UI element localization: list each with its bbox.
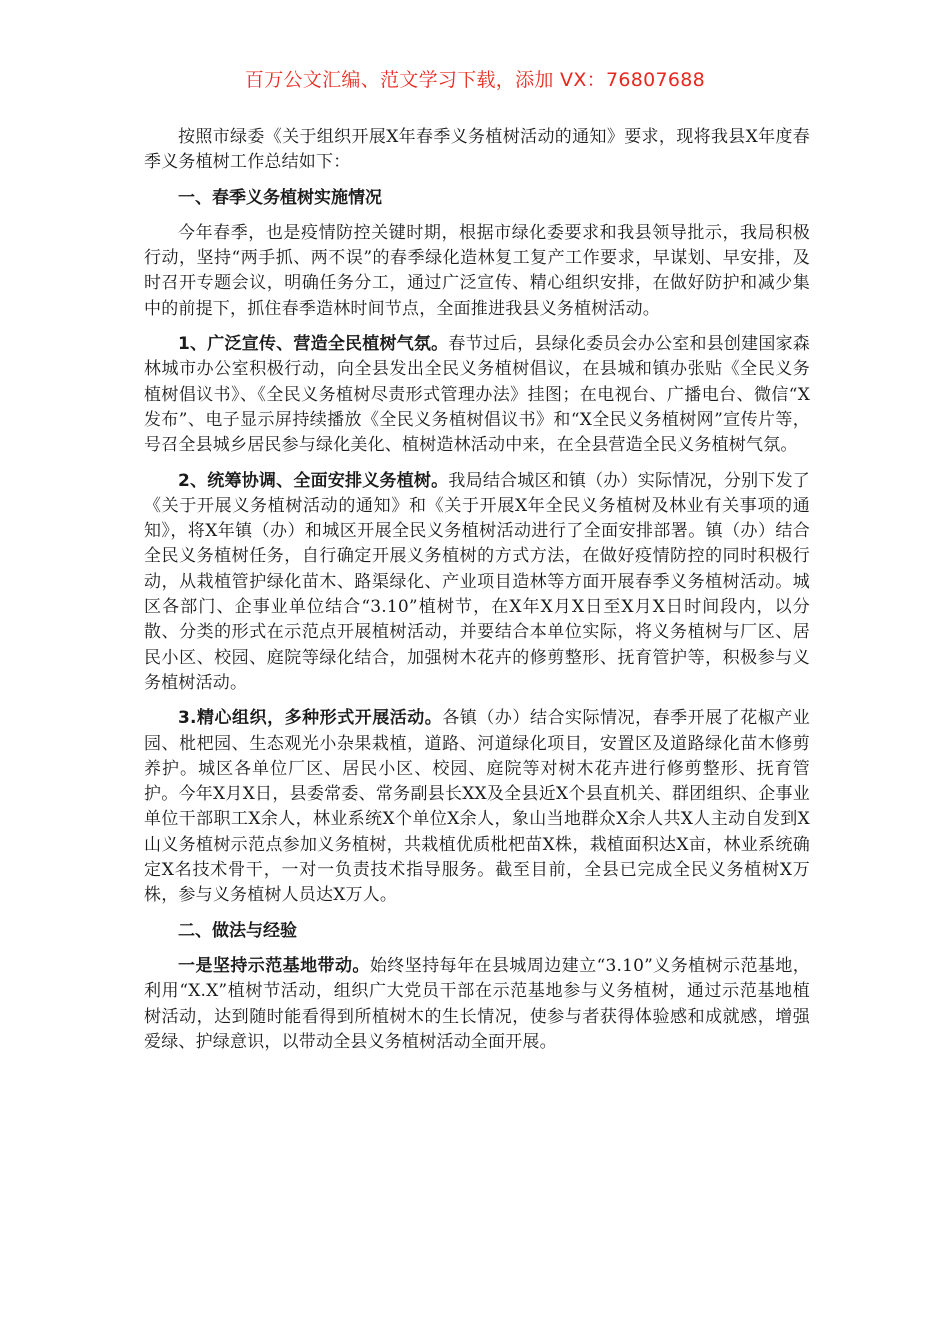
section-1-item-3 bbox=[144, 706, 810, 908]
section-1-item-3-text: 各镇（办）结合实际情况，春季开展了花椒产业园、枇杷园、生态观光小杂果栽植，道路、河道绿化项目，安置区及道路绿化苗木修剪养护。城区各单位厂区、居民小区、校园、庭院等对树木花卉进行修剪整形、抚育管护。今年X月X日，县委常委、常务副县长XX及全县近X个县直机关、群团组织、企事业单位干部职工X余人，林业系统X个单位X余人，象山当地群众X余人共X人主动自发到X山义务植树示范点参加义务植树，共栽植优质枇杷苗X株，栽植面积达X亩，林业系统确定X名技术骨干，一对一负责技术指导服务。截至目前，全县已完成全民义务植树X万株，参与义务植树人员达X万人。 bbox=[144, 708, 810, 906]
section-1-item-2-text: 我局结合城区和镇（办）实际情况，分别下发了《关于开展义务植树活动的通知》和《关于开展X年全民义务植树及林业有关事项的通知》，将X年镇（办）和城区开展全民义务植树活动进行了全面安排部署。镇（办）结合全民义务植树任务，自行确定开展义务植树的方式方法，在做好疫情防控的同时积极行动，从栽植管护绿化苗木、路渠绿化、产业项目造林等方面开展春季义务植树活动。城区各部门、企事业单位结合“3.10”植树节，在X年X月X日至X月X日时间段内，以分散、分类的形式在示范点开展植树活动，并要结合本单位实际，将义务植树与厂区、居民小区、校园、庭院等绿化结合，加强树木花卉的修剪整形、抚育管护等，积极参与义务植树活动。 bbox=[144, 470, 810, 693]
section-1-item-2-lead: 2、统筹协调、全面安排义务植树。 bbox=[178, 470, 449, 491]
intro-paragraph: 按照市绿委《关于组织开展X年春季义务植树活动的通知》要求，现将我县X年度春季义务植树工作总结如下： bbox=[144, 127, 810, 173]
section-1-heading: 一、春季义务植树实施情况 bbox=[178, 187, 382, 208]
section-2-heading: 二、做法与经验 bbox=[178, 920, 297, 941]
section-2-item-1-text: 始终坚持每年在县城周边建立“3.10”义务植树示范基地，利用“X.X”植树节活动，组织广大党员干部在示范基地参与义务植树，通过示范基地植树活动，达到随时能看得到所植树木的生长情况，使参与者获得体验感和成就感，增强爱绿、护绿意识，以带动全县义务植树活动全面开展。 bbox=[144, 955, 810, 1052]
section-1-item-1-lead: 1、广泛宣传、营造全民植树气氛。 bbox=[178, 334, 449, 355]
section-2-item-1 bbox=[144, 954, 810, 1055]
section-1-item-2 bbox=[144, 469, 810, 697]
section-1-item-1-text: 春节过后，县绿化委员会办公室和县创建国家森林城市办公室积极行动，向全县发出全民义务植树倡议，在县城和镇办张贴《全民义务植树倡议书》、《全民义务植树尽责形式管理办法》挂图；在电视台、广播电台、微信“X发布”、电子显示屏持续播放《全民义务植树倡议书》和“X全民义务植树网”宣传片等，号召全县城乡居民参与绿化美化、植树造林活动中来，在全县营造全民义务植树气氛。 bbox=[144, 334, 810, 456]
header-banner: 百万公文汇编、范文学习下载，添加 VX：76807688 bbox=[244, 69, 706, 91]
document-body bbox=[144, 125, 810, 1065]
section-1-item-1 bbox=[144, 332, 810, 458]
section-2-item-1-lead: 一是坚持示范基地带动。 bbox=[178, 955, 370, 976]
section-1-item-3-lead: 3.精心组织，多种形式开展活动。 bbox=[178, 708, 443, 729]
section-1-paragraph: 今年春季，也是疫情防控关键时期，根据市绿化委要求和我县领导批示，我局积极行动，坚持“两手抓、两不误”的春季绿化造林复工复产工作要求，早谋划、早安排，及时召开专题会议，明确任务分工，通过广泛宣传、精心组织安排，在做好防护和减少集中的前提下，抓住春季造林时间节点，全面推进我县义务植树活动。 bbox=[144, 222, 810, 319]
